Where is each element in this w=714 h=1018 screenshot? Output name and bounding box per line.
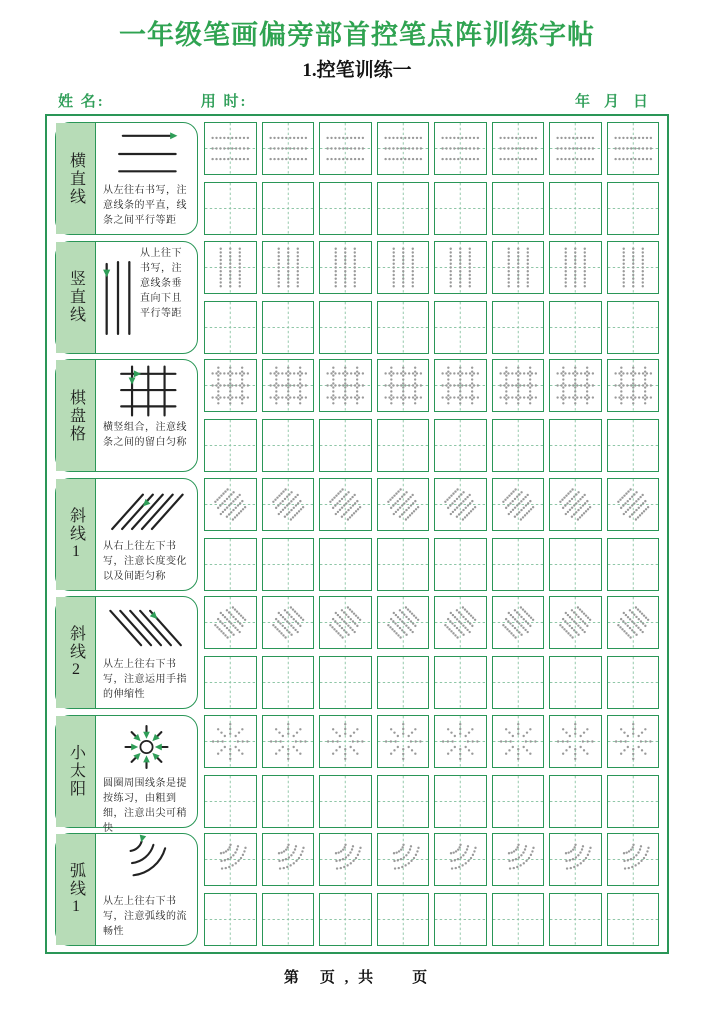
date-label: 年月日: [574, 94, 662, 110]
practice-cell-traced: [377, 122, 430, 175]
practice-cell-empty: [492, 301, 545, 354]
page-subtitle: 1.控笔训练一: [302, 60, 412, 81]
practice-cell-traced: [319, 122, 372, 175]
practice-cell-empty: [607, 538, 660, 591]
practice-cell-traced: [549, 833, 602, 886]
practice-cell-empty: [434, 775, 487, 828]
practice-cell-empty: [262, 301, 315, 354]
practice-cell-traced: [377, 596, 430, 649]
exercise-card: [55, 596, 198, 709]
practice-cell-traced: [204, 715, 257, 768]
practice-cell-traced: [434, 833, 487, 886]
practice-cell-traced: [607, 241, 660, 294]
practice-cell-empty: [262, 893, 315, 946]
practice-cell-traced: [492, 833, 545, 886]
practice-cell-traced: [204, 241, 257, 294]
example-area: [96, 479, 197, 590]
practice-cell-traced: [204, 833, 257, 886]
practice-cell-traced: [434, 478, 487, 531]
practice-cell-empty: [262, 538, 315, 591]
sun-example-icon: [101, 719, 192, 775]
hlines-example-icon: [101, 126, 192, 182]
practice-cell-traced: [319, 241, 372, 294]
practice-cell-traced: [319, 359, 372, 412]
practice-cell-traced: [492, 715, 545, 768]
practice-cell-traced: [607, 478, 660, 531]
exercise-description: 圆圈周围线条是提按练习，由粗到细，注意出尖可稍快: [103, 777, 187, 834]
exercise-description: 从左上往右下书写，注意运用手指的伸缩性: [103, 659, 187, 700]
practice-cell-traced: [262, 241, 315, 294]
exercise-card: [55, 241, 198, 354]
practice-cell-empty: [607, 893, 660, 946]
practice-cell-traced: [607, 833, 660, 886]
exercise-label: 横直线: [67, 151, 85, 206]
practice-cell-traced: [377, 833, 430, 886]
practice-cell-empty: [607, 419, 660, 472]
arc-example-icon: [101, 837, 192, 893]
exercise-row-arc: [55, 833, 659, 946]
practice-grid: [204, 715, 659, 828]
practice-cell-traced: [434, 596, 487, 649]
practice-cell-empty: [262, 656, 315, 709]
exercise-label: 斜线2: [67, 625, 85, 680]
grid-example-icon: [101, 363, 192, 419]
practice-cell-empty: [377, 301, 430, 354]
practice-cell-empty: [319, 656, 372, 709]
practice-cell-empty: [492, 656, 545, 709]
worksheet-page: [0, 13, 714, 1018]
practice-cell-traced: [262, 122, 315, 175]
practice-cell-traced: [377, 715, 430, 768]
practice-cell-empty: [377, 893, 430, 946]
exercise-row-grid: [55, 359, 659, 472]
exercise-label-strip: [56, 360, 96, 471]
practice-cell-traced: [434, 715, 487, 768]
practice-cell-empty: [319, 301, 372, 354]
practice-cell-empty: [319, 893, 372, 946]
practice-cell-empty: [204, 419, 257, 472]
exercise-label-strip: [56, 123, 96, 234]
practice-cell-traced: [204, 596, 257, 649]
exercise-label-strip: [56, 242, 96, 353]
practice-cell-empty: [607, 301, 660, 354]
practice-cell-empty: [607, 182, 660, 235]
practice-cell-empty: [434, 538, 487, 591]
exercise-label: 棋盘格: [67, 388, 85, 443]
practice-cell-traced: [549, 359, 602, 412]
practice-cell-traced: [319, 596, 372, 649]
practice-cell-traced: [262, 478, 315, 531]
exercise-label-strip: [56, 597, 96, 708]
practice-cell-empty: [549, 419, 602, 472]
name-label: 姓 名:: [58, 94, 105, 110]
practice-cell-empty: [492, 893, 545, 946]
exercise-card: [55, 833, 198, 946]
practice-cell-traced: [492, 122, 545, 175]
practice-cell-traced: [607, 359, 660, 412]
exercise-label: 竖直线: [67, 270, 85, 324]
exercise-card: [55, 478, 198, 591]
practice-cell-empty: [377, 182, 430, 235]
practice-cell-empty: [549, 656, 602, 709]
practice-cell-traced: [377, 478, 430, 531]
practice-cell-traced: [492, 478, 545, 531]
exercise-row-hlines: [55, 122, 659, 235]
practice-cell-empty: [434, 656, 487, 709]
practice-cell-traced: [492, 241, 545, 294]
practice-cell-empty: [377, 419, 430, 472]
example-area: [96, 242, 197, 353]
vlines-example-icon: [101, 245, 135, 351]
example-area: [96, 597, 197, 708]
practice-cell-empty: [549, 538, 602, 591]
practice-cell-traced: [434, 122, 487, 175]
practice-cell-empty: [204, 775, 257, 828]
exercise-label-strip: [56, 716, 96, 827]
exercise-card: [55, 715, 198, 834]
diag1-example-icon: [101, 482, 192, 538]
practice-cell-traced: [262, 833, 315, 886]
exercise-card: [55, 359, 198, 472]
practice-cell-empty: [549, 893, 602, 946]
practice-grid: [204, 359, 659, 472]
practice-grid: [204, 478, 659, 591]
practice-cell-traced: [549, 122, 602, 175]
practice-cell-empty: [492, 538, 545, 591]
practice-cell-traced: [319, 478, 372, 531]
practice-cell-empty: [204, 656, 257, 709]
page-footer: 第 页 , 共 页: [283, 970, 431, 986]
practice-cell-empty: [377, 538, 430, 591]
practice-cell-empty: [319, 419, 372, 472]
practice-frame: [45, 114, 669, 954]
practice-cell-traced: [262, 596, 315, 649]
practice-cell-traced: [549, 596, 602, 649]
practice-cell-empty: [204, 538, 257, 591]
example-area: [96, 123, 197, 234]
meta-row: [46, 90, 668, 111]
practice-cell-traced: [319, 715, 372, 768]
practice-cell-empty: [319, 538, 372, 591]
practice-cell-empty: [319, 182, 372, 235]
exercise-row-diag1: [55, 478, 659, 591]
practice-cell-empty: [549, 182, 602, 235]
practice-cell-traced: [607, 715, 660, 768]
time-label: 用 时:: [200, 94, 248, 110]
practice-cell-empty: [492, 775, 545, 828]
practice-cell-empty: [607, 656, 660, 709]
example-area: [96, 834, 197, 945]
practice-cell-traced: [262, 359, 315, 412]
practice-cell-empty: [262, 775, 315, 828]
practice-cell-empty: [377, 775, 430, 828]
practice-cell-empty: [549, 301, 602, 354]
practice-cell-empty: [492, 182, 545, 235]
practice-cell-empty: [549, 775, 602, 828]
practice-grid: [204, 596, 659, 709]
practice-cell-traced: [204, 359, 257, 412]
exercise-description: 横竖组合，注意线条之间的留白匀称: [103, 422, 187, 448]
practice-cell-traced: [204, 122, 257, 175]
practice-cell-empty: [204, 182, 257, 235]
practice-cell-traced: [607, 122, 660, 175]
practice-cell-traced: [204, 478, 257, 531]
exercise-description: 从右上往左下书写，注意长度变化以及间距匀称: [103, 540, 187, 582]
practice-cell-empty: [204, 893, 257, 946]
exercise-card: [55, 122, 198, 235]
practice-cell-empty: [607, 775, 660, 828]
exercise-description: 从上往下书写，注意线条垂直向下且平行等距: [140, 247, 182, 319]
page-title: 一年级笔画偏旁部首控笔点阵训练字帖: [119, 20, 595, 50]
exercise-label: 小太阳: [67, 744, 85, 798]
exercise-description: 从左上往右下书写，注意弧线的流畅性: [103, 896, 187, 937]
example-area: [96, 716, 197, 834]
exercise-label: 弧线1: [67, 862, 85, 917]
practice-cell-traced: [549, 715, 602, 768]
practice-cell-traced: [434, 359, 487, 412]
practice-cell-empty: [434, 893, 487, 946]
exercise-description: 从左往右书写，注意线条的平直，线条之间平行等距: [103, 185, 187, 226]
practice-cell-empty: [204, 301, 257, 354]
practice-grid: [204, 122, 659, 235]
exercise-label: 斜线1: [67, 506, 85, 562]
practice-cell-traced: [434, 241, 487, 294]
practice-grid: [204, 241, 659, 354]
practice-cell-empty: [262, 182, 315, 235]
practice-cell-empty: [434, 419, 487, 472]
exercise-row-sun: [55, 715, 659, 834]
practice-grid: [204, 833, 659, 946]
practice-cell-traced: [492, 359, 545, 412]
practice-cell-traced: [607, 596, 660, 649]
diag2-example-icon: [101, 600, 192, 656]
practice-cell-traced: [377, 241, 430, 294]
practice-cell-traced: [262, 715, 315, 768]
example-area: [96, 360, 197, 471]
practice-cell-traced: [377, 359, 430, 412]
practice-cell-empty: [262, 419, 315, 472]
exercise-label-strip: [56, 834, 96, 945]
practice-cell-empty: [434, 182, 487, 235]
exercise-row-vlines: [55, 241, 659, 354]
practice-cell-traced: [319, 833, 372, 886]
practice-cell-traced: [492, 596, 545, 649]
practice-cell-traced: [549, 478, 602, 531]
practice-cell-empty: [377, 656, 430, 709]
practice-cell-empty: [434, 301, 487, 354]
practice-cell-empty: [319, 775, 372, 828]
exercise-row-diag2: [55, 596, 659, 709]
practice-cell-traced: [549, 241, 602, 294]
practice-cell-empty: [492, 419, 545, 472]
exercise-label-strip: [56, 479, 96, 590]
